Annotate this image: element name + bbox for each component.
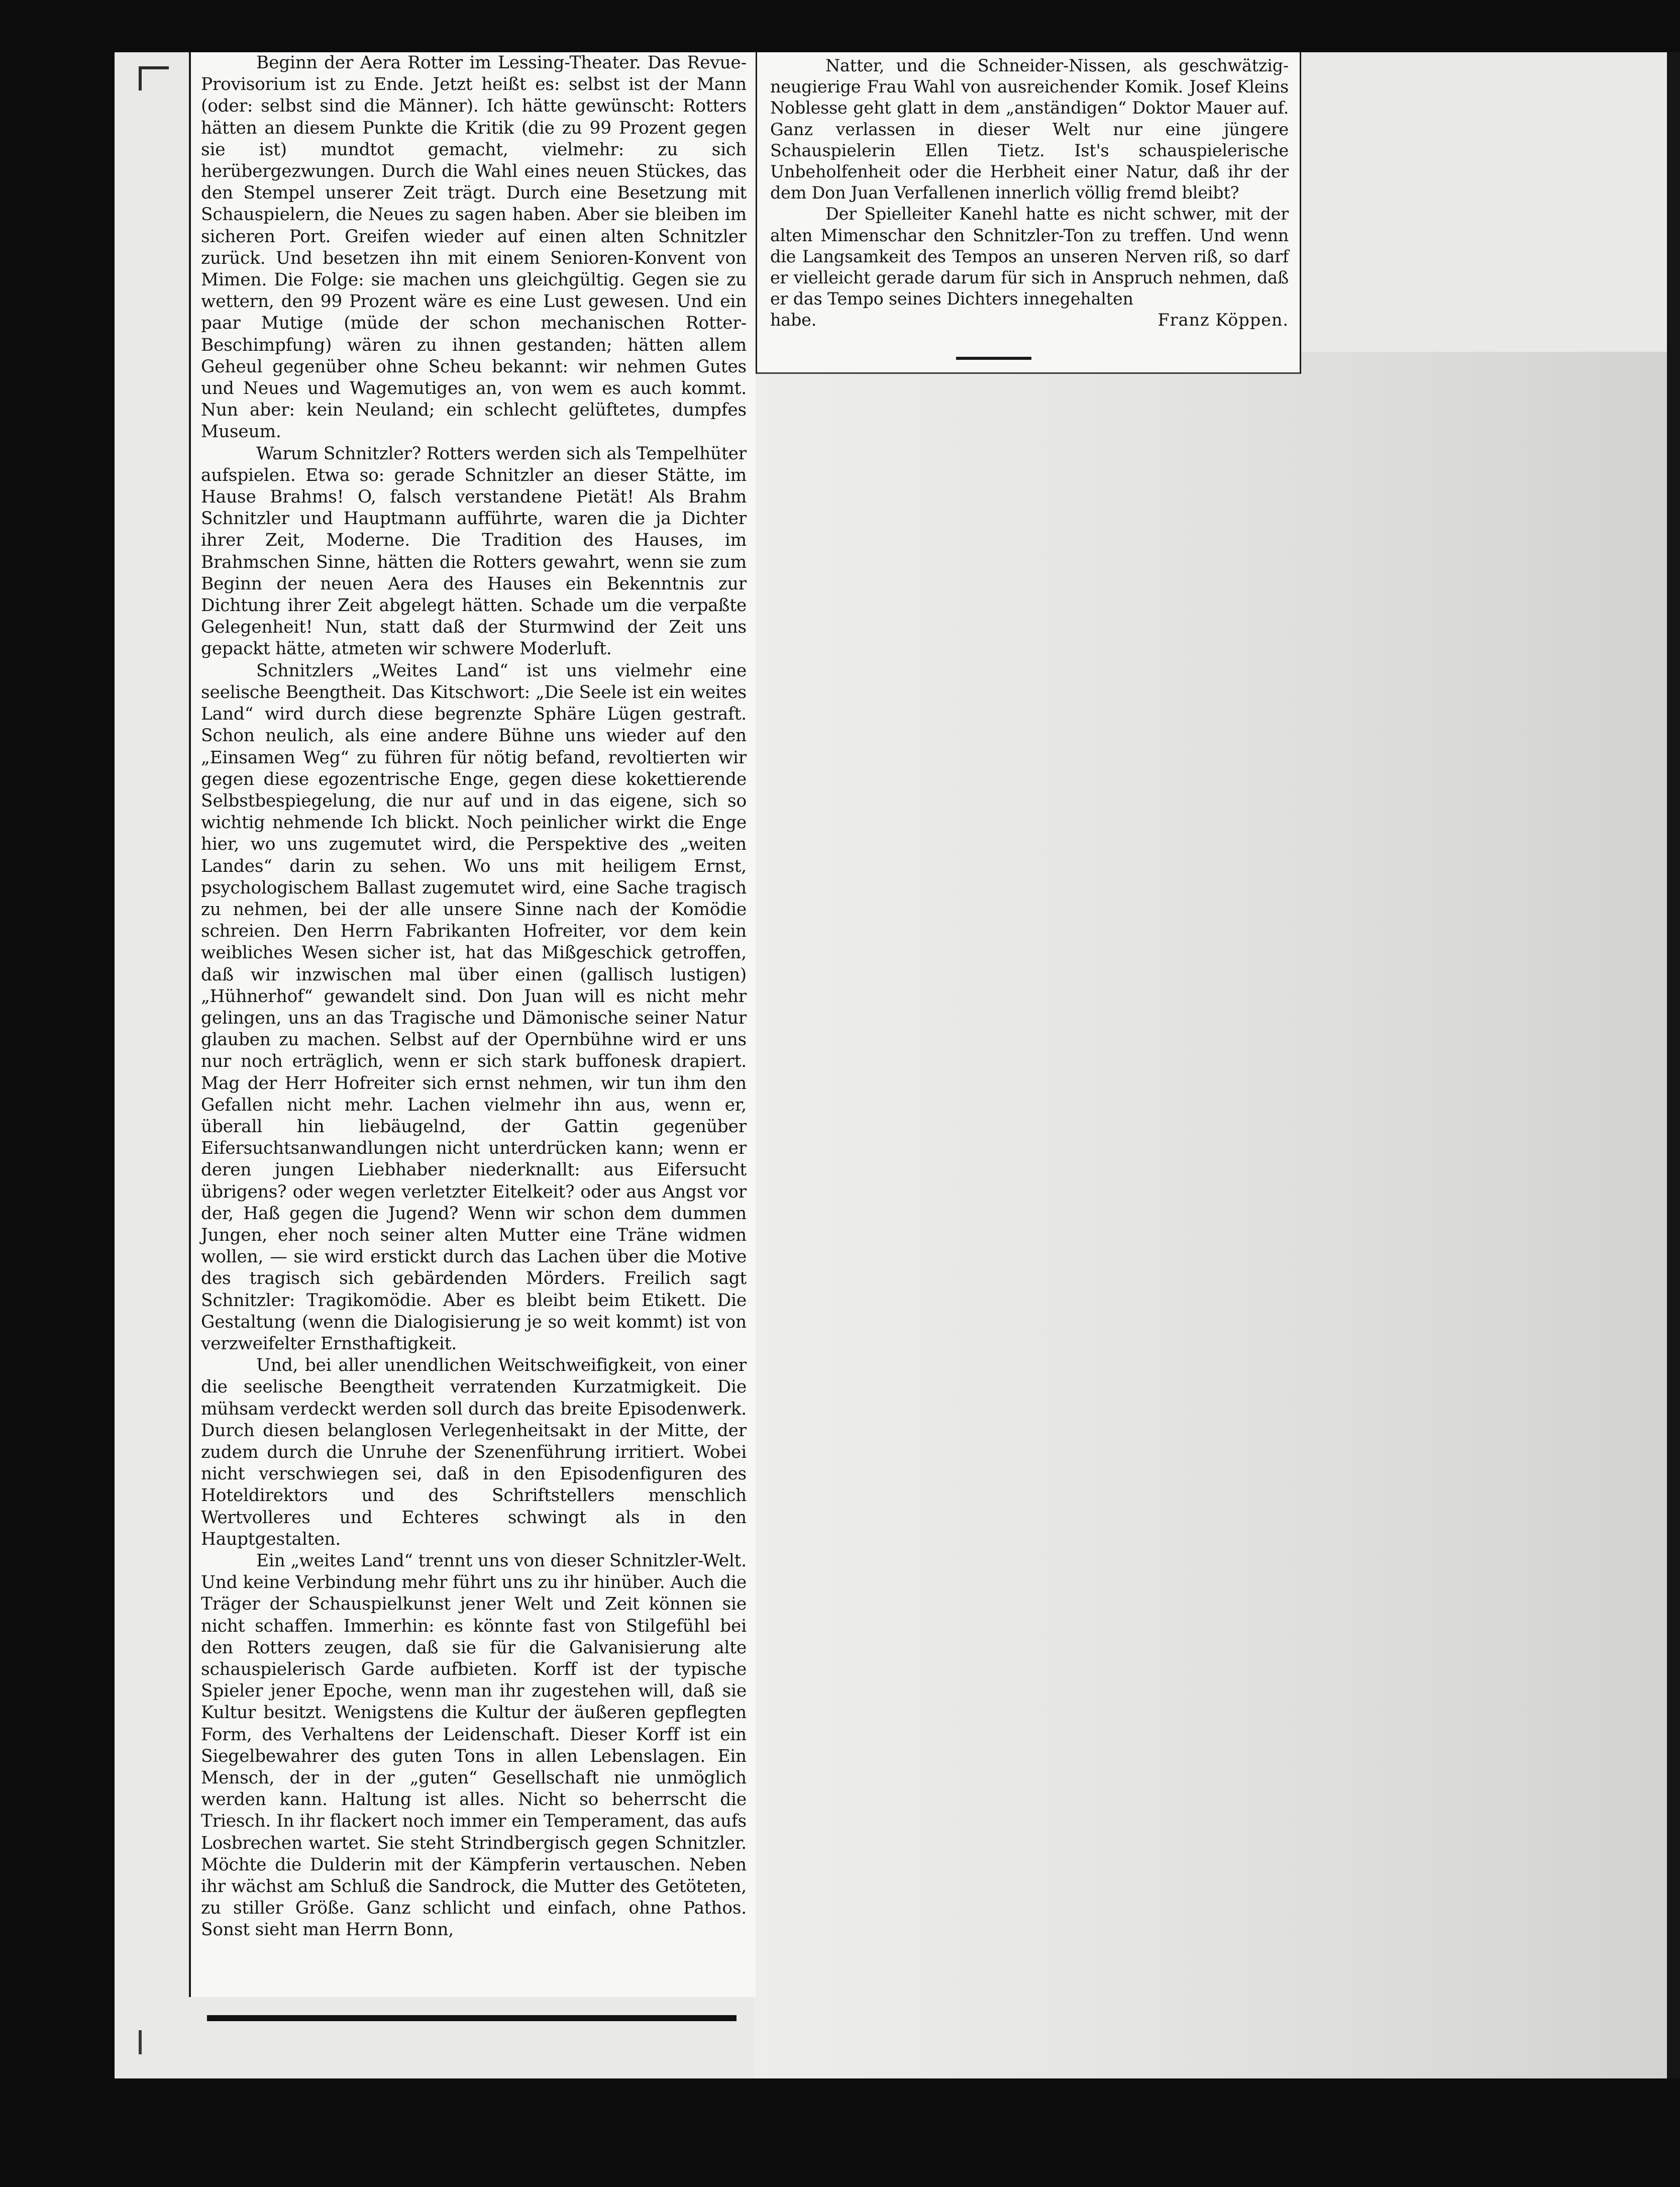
paragraph: Ein „weites Land“ trennt uns von dieser Schnitzler-Welt. Und keine Verbindung mehr führt uns zu ihr hinüber. Auch die Träger der Schauspielkunst jener Welt und Zeit können sie nicht schaffen. Immerhin: es könnte fast von Stilgefühl bei den Rotters zeugen, daß sie für die Galvanisierung alte schauspielerisch Garde aufbieten. Korff ist der typische Spieler jener Epoche, wenn man ihr zugestehen will, daß sie Kultur besitzt. Wenigstens die Kultur der äußeren gepflegten Form, des Verhaltens der Leidenschaft. Dieser Korff ist ein Siegelbewahrer des guten Tons in allen Lebenslagen. Ein Mensch, der in der „guten“ Gesellschaft nie unmöglich werden kann. Haltung ist alles. Nicht so beherrscht die Triesch. In ihr flackert noch immer ein Temperament, das aufs Losbrechen wartet. Sie steht Strindbergisch gegen Schnitzler. Möchte die Dulderin mit der Kämpferin vertauschen. Neben ihr wächst am Schluß die Sandrock, die Mutter des Getöteten, zu stiller Größe. Ganz schlicht und einfach, ohne Pathos. Sonst sieht man Herrn Bonn, [201,1551,747,1940]
left-column-text [201,52,747,1941]
paragraph: Beginn der Aera Rotter im Lessing-Theater. Das Revue-Provisorium ist zu Ende. Jetzt heißt es: selbst ist der Mann (oder: selbst sind die Männer). Ich hätte gewünscht: Rotters hätten an diesem Punkte die Kritik (die zu 99 Prozent gegen sie ist) mundtot gemacht, vielmehr: zu sich herübergezwungen. Durch die Wahl eines neuen Stückes, das den Stempel unserer Zeit trägt. Durch eine Besetzung mit Schauspielern, die Neues zu sagen haben. Aber sie bleiben im sicheren Port. Greifen wieder auf einen alten Schnitzler zurück. Und besetzen ihn mit einem Senioren-Konvent von Mimen. Die Folge: sie machen uns gleichgültig. Gegen sie zu wettern, den 99 Prozent wäre es eine Lust gewesen. Und ein paar Mutige (müde der schon mechanischen Rotter-Beschimpfung) wären zu ihnen gestanden; hätten allem Geheul gegenüber ohne Scheu bekannt: wir nehmen Gutes und Neues und Wagemutiges an, von wem es auch kommt. Nun aber: kein Neuland; ein schlecht gelüftetes, dumpfes Museum. [201,53,747,442]
paragraph: Schnitzlers „Weites Land“ ist uns vielmehr eine seelische Beengtheit. Das Kitschwort: „Die Seele ist ein weites Land“ wird durch diese begrenzte Sphäre Lügen gestraft. Schon neulich, als eine andere Bühne uns wieder auf den „Einsamen Weg“ zu führen für nötig befand, revoltierten wir gegen diese egozentrische Enge, gegen diese kokettierende Selbstbespiegelung, die nur auf und in das eigene, sich so wichtig nehmende Ich blickt. Noch peinlicher wirkt die Enge hier, wo uns zugemutet wird, die Perspektive des „weiten Landes“ darin zu sehen. Wo uns mit heiligem Ernst, psychologischem Ballast zugemutet wird, eine Sache tragisch zu nehmen, bei der alle unsere Sinne nach der Komödie schreien. Den Herrn Fabrikanten Hofreiter, vor dem kein weibliches Wesen sicher ist, hat das Mißgeschick getroffen, daß wir inzwischen mal über einen (gallisch lustigen) „Hühnerhof“ gewandelt sind. Don Juan will es nicht mehr gelingen, uns an das Tragische und Dämonische seiner Natur glauben zu machen. Selbst auf der Opernbühne wird er uns nur noch erträglich, wenn er sich stark buffonesk drapiert. Mag der Herr Hofreiter sich ernst nehmen, wir tun ihm den Gefallen nicht mehr. Lachen vielmehr ihn aus, wenn er, überall hin liebäugelnd, der Gattin gegenüber Eifersuchtsanwandlungen nicht unterdrücken kann; wenn er deren jungen Liebhaber niederknallt: aus Eifersucht übrigens? oder wegen verletzter Eitelkeit? oder aus Angst vor der, Haß gegen die Jugend? Wenn wir schon dem dummen Jungen, eher noch seiner alten Mutter eine Träne widmen wollen, — sie wird erstickt durch das Lachen über die Motive des tragisch sich gebärdenden Mörders. Freilich sagt Schnitzler: Tragikomödie. Aber es bleibt beim Etikett. Die Gestaltung (wenn die Dialogisierung je so weit kommt) ist von verzweifelter Ernsthaftigkeit. [201,660,747,1354]
sheet-right-edge [1667,52,1680,2078]
author-signature: Franz Köppen. [1158,310,1289,330]
closing-word: habe. [770,310,817,330]
crop-mark-top-vertical [139,66,142,90]
clipping-left-column [189,52,756,1997]
paragraph: Der Spielleiter Kanehl hatte es nicht schwer, mit der alten Mimenschar den Schnitzler-Ton zu treffen. Und wenn die Langsamkeit des Tempos an unseren Nerven riß, so darf er vielleicht gerade darum für sich in Anspruch nehmen, daß er das Tempo seines Dichters innegehalten [770,204,1289,309]
paragraph: Natter, und die Schneider-Nissen, als geschwätzig-neugierige Frau Wahl von ausreichender Komik. Josef Kleins Noblesse geht glatt in dem „anständigen“ Doktor Mauer auf. Ganz verlassen in dieser Welt nur eine jüngere Schauspielerin Ellen Tietz. Ist's schauspielerische Unbeholfenheit oder die Herbheit einer Natur, daß ihr der dem Don Juan Verfallenen innerlich völlig fremd bleibt? [770,56,1289,203]
crop-mark-bottom [139,2030,142,2054]
clipping-right-column [756,52,1301,374]
signature-line [770,310,1289,331]
signature-rule [956,357,1031,360]
sheet-shading [754,352,1676,2078]
paragraph: Warum Schnitzler? Rotters werden sich als Tempelhüter aufspielen. Etwa so: gerade Schnitzler an dieser Stätte, im Hause Brahms! O, falsch verstandene Pietät! Als Brahm Schnitzler und Hauptmann aufführte, waren die ja Dichter ihrer Zeit, Moderne. Die Tradition des Hauses, im Brahmschen Sinne, hätten die Rotters gewahrt, wenn sie zum Beginn der neuen Aera des Hauses ein Bekenntnis zur Dichtung ihrer Zeit abgelegt hätten. Schade um die verpaßte Gelegenheit! Nun, statt daß der Sturmwind der Zeit uns gepackt hätte, atmeten wir schwere Moderluft. [201,443,747,659]
paragraph: Und, bei aller unendlichen Weitschweifigkeit, von einer die seelische Beengtheit verratenden Kurzatmigkeit. Die mühsam verdeckt werden soll durch das breite Episodenwerk. Durch diesen belanglosen Verlegenheitsakt in der Mitte, der zudem durch die Unruhe der Szenenführung irritiert. Wobei nicht verschwiegen sei, daß in den Episodenfiguren des Hoteldirektors und des Schriftstellers menschlich Wertvolleres und Echteres schwingt als in den Hauptgestalten. [201,1355,747,1549]
bottom-rule [207,2015,737,2021]
right-column-text [770,55,1289,331]
crop-mark-top-horizontal [139,66,169,69]
